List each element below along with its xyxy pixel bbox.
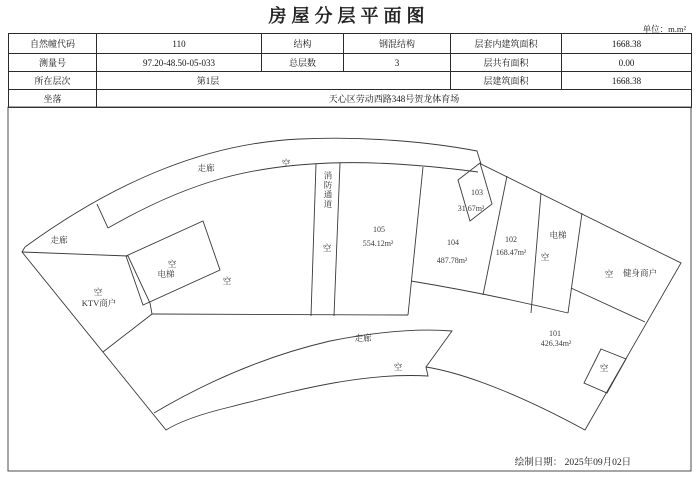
value-floor-area: 1668.38 bbox=[562, 72, 692, 90]
corridor-top-label: 走廊 bbox=[197, 163, 215, 173]
label-total-floors: 总层数 bbox=[262, 54, 344, 72]
fire-passage-wall-right bbox=[334, 163, 340, 316]
gym-bottom-edge bbox=[571, 288, 645, 322]
label-shared-area: 层共有面积 bbox=[451, 54, 562, 72]
drawing-border bbox=[8, 107, 691, 471]
corridor-bottom-upper-arc bbox=[154, 330, 452, 413]
room-103-area-label: 31.67m² bbox=[457, 204, 485, 213]
room-103-label: 103 bbox=[471, 188, 483, 197]
unit-label: 单位：m.m² bbox=[642, 24, 686, 34]
divider-104-102 bbox=[483, 176, 507, 295]
gym-void-label: 空 bbox=[604, 269, 614, 279]
void-small-room-label: 空 bbox=[599, 363, 609, 373]
label-floor-level: 所在层次 bbox=[9, 72, 97, 90]
divider-105-104 bbox=[408, 167, 423, 315]
room-104-area-label: 487.78m² bbox=[436, 256, 468, 265]
value-building-code: 110 bbox=[97, 34, 262, 54]
room-105-bottom bbox=[152, 314, 408, 315]
page-title: 房屋分层平面图 bbox=[268, 6, 430, 26]
elevator-left-label: 电梯 bbox=[157, 269, 175, 279]
label-structure: 结构 bbox=[262, 34, 344, 54]
drawing-date: 绘制日期： 2025年09月02日 bbox=[514, 458, 632, 468]
corridor-left-label: 走廊 bbox=[50, 235, 68, 245]
building-outline bbox=[22, 138, 681, 430]
ktv-merchant-label: KTV商户 bbox=[81, 298, 117, 308]
room-101-area-label: 426.34m² bbox=[540, 339, 572, 348]
fire-passage-label: 消防通道 bbox=[323, 171, 333, 209]
room-105-label: 105 bbox=[373, 225, 385, 234]
gym-merchant-label: 健身商户 bbox=[622, 268, 658, 278]
room-105-area-label: 554.12m² bbox=[362, 239, 394, 248]
label-inner-floor-area: 层套内建筑面积 bbox=[451, 34, 562, 54]
elevator-right-void-label: 空 bbox=[540, 252, 550, 262]
divider-elevator-gym bbox=[568, 213, 582, 313]
value-shared-area: 0.00 bbox=[562, 54, 692, 72]
value-floor-level: 第1层 bbox=[97, 72, 451, 90]
room-102-label: 102 bbox=[505, 235, 517, 244]
label-survey-no: 测量号 bbox=[9, 54, 97, 72]
ktv-void-label: 空 bbox=[93, 287, 103, 297]
elevator-left-void-label: 空 bbox=[167, 259, 177, 269]
value-survey-no: 97.20-48.50-05-033 bbox=[97, 54, 262, 72]
label-building-code: 自然幢代码 bbox=[9, 34, 97, 54]
value-inner-floor-area: 1668.38 bbox=[562, 34, 692, 54]
fire-passage-void-label: 空 bbox=[322, 243, 332, 253]
void-middle-left-label: 空 bbox=[222, 276, 232, 286]
label-floor-area: 层建筑面积 bbox=[451, 72, 562, 90]
label-location: 坐落 bbox=[9, 90, 97, 108]
room-102-area-label: 168.47m² bbox=[495, 248, 527, 257]
void-bottom-arc-label: 空 bbox=[393, 362, 403, 372]
fire-passage-wall-left bbox=[311, 164, 316, 316]
void-top-arc-label: 空 bbox=[281, 158, 291, 168]
elevator-right-label: 电梯 bbox=[549, 230, 567, 240]
corridor-left-divider bbox=[97, 204, 108, 228]
value-location: 天心区劳动西路348号贺龙体育场 bbox=[97, 90, 692, 108]
corridor-bottom-label: 走廊 bbox=[354, 333, 372, 343]
value-structure: 钢混结构 bbox=[344, 34, 451, 54]
room-104-label: 104 bbox=[447, 238, 459, 247]
rooms-row-bottom-arc bbox=[411, 281, 568, 313]
value-total-floors: 3 bbox=[344, 54, 451, 72]
room-101-label: 101 bbox=[549, 329, 561, 338]
divider-102-elevator bbox=[531, 193, 541, 313]
